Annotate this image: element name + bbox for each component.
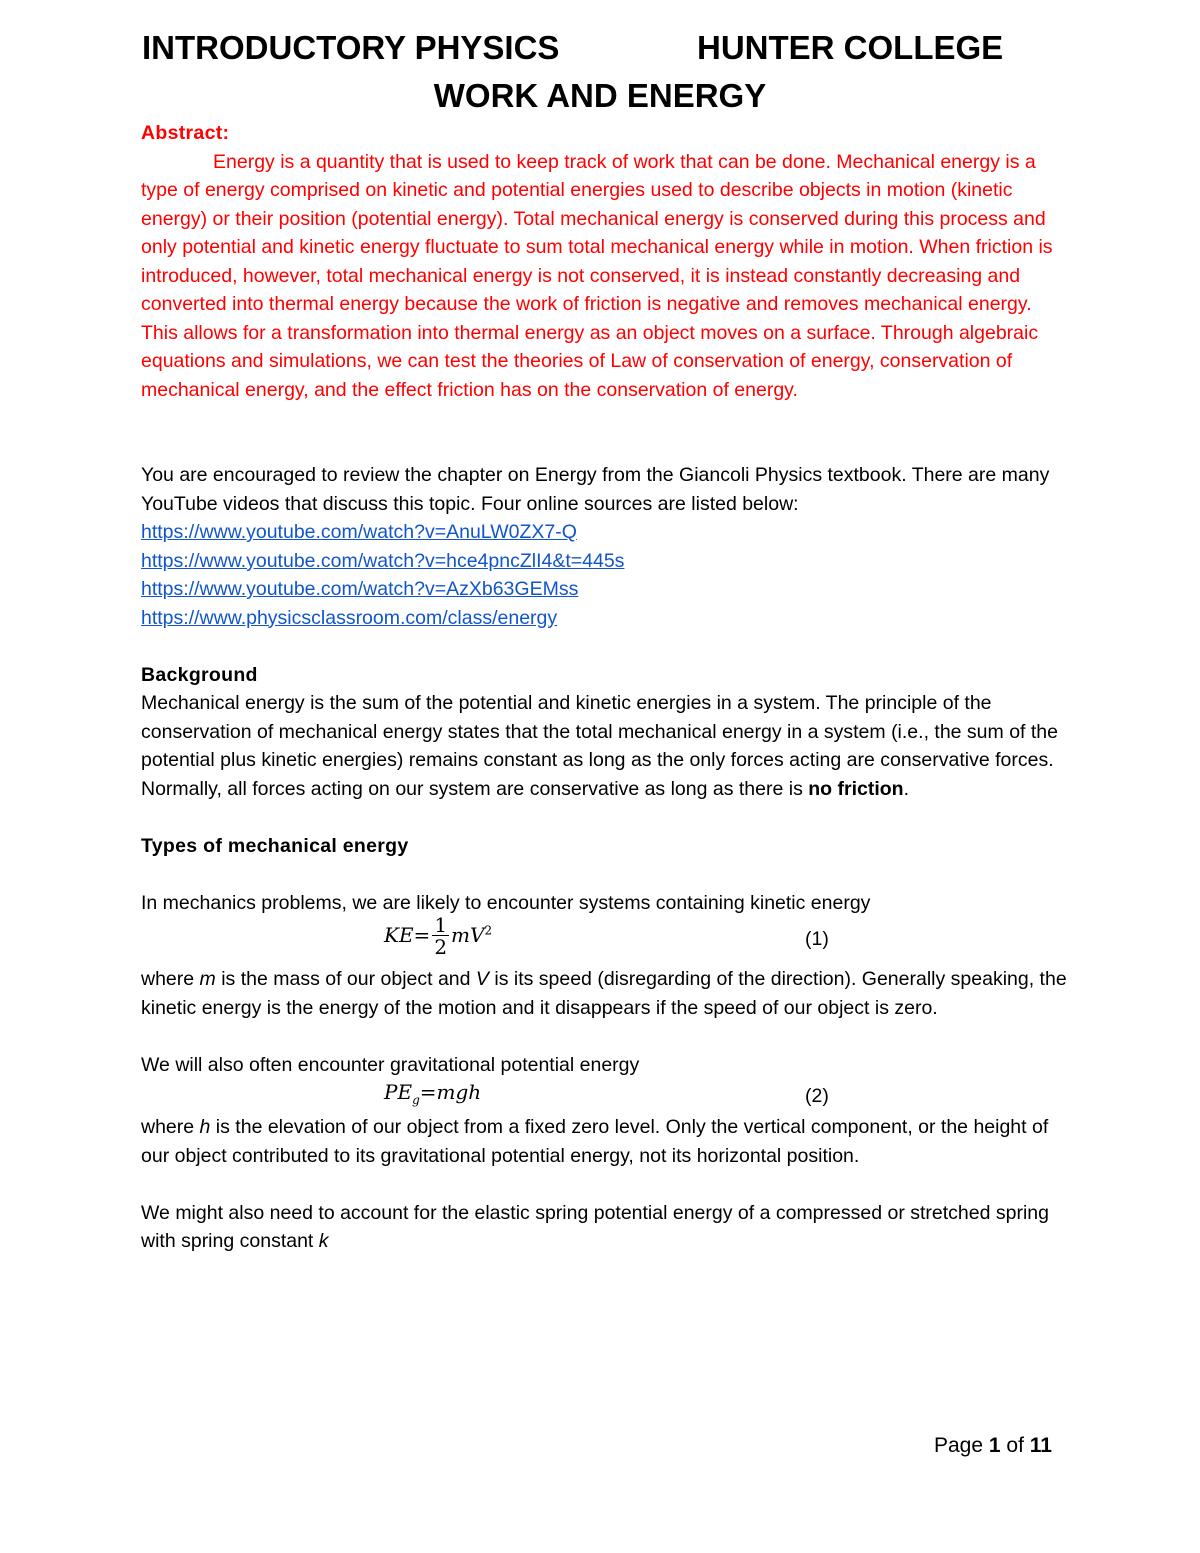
document-title: WORK AND ENERGY — [433, 77, 767, 114]
types-heading: Types of mechanical energy — [141, 834, 409, 857]
youtube-link-1[interactable]: https://www.youtube.com/watch?v=AnuLW0ZX7-Q — [141, 521, 577, 543]
course-title: INTRODUCTORY PHYSICS — [142, 29, 560, 66]
gravitational-explanation: where h is the elevation of our object from a fixed zero level. Only the vertical component, or the height of our object contributed to its gravitational potential energy, not its horizontal position. — [141, 1116, 1049, 1167]
spring-intro: We might also need to account for the elastic spring potential energy of a compressed or stretched spring with spring constant k — [141, 1201, 1049, 1252]
link-list — [141, 518, 1071, 632]
physicsclassroom-link[interactable]: https://www.physicsclassroom.com/class/energy — [141, 606, 558, 629]
abstract-text: Energy is a quantity that is used to keep track of work that can be done. Mechanical energy is a type of energy comprised on kinetic and potential energies used to describe objects in motion (kinetic energy) or their position (potential energy). Total mechanical energy is conserved during this process and only potential and kinetic energy fluctuate to sum total mechanical energy while in motion. When friction is introduced, however, total mechanical energy is not conserved, it is instead constantly decreasing and converted into thermal energy because the work of friction is negative and removes mechanical energy. This allows for a transformation into thermal energy as an object moves on a surface. Through algebraic equations and simulations, we can test the theories of Law of conservation of energy, conservation of mechanical energy, and the effect friction has on the conservation of energy. — [141, 150, 1053, 401]
review-paragraph: You are encouraged to review the chapter on Energy from the Giancoli Physics textbook. There are many YouTube videos that discuss this topic. Four online sources are listed below: — [141, 464, 1050, 515]
equation-1-number: (1) — [805, 928, 829, 950]
background-paragraph: Mechanical energy is the sum of the potential and kinetic energies in a system. The principle of the conservation of mechanical energy states that the total mechanical energy in a system (i.e., the sum of the potential plus kinetic energies) remains constant as long as the only forces acting are conservative forces. Normally, all forces acting on our system are conservative as long as there is no friction. — [141, 692, 1058, 800]
fraction-one-half: $\frac{1}{2}$ — [434, 913, 448, 959]
equation-1-row — [141, 913, 1071, 965]
document-body — [141, 119, 1071, 1256]
page-number: Page 1 of 11 — [934, 1434, 1052, 1457]
kinetic-energy-equation: KE= $\frac{1}{2}$ $mV^2$ — [384, 913, 493, 959]
youtube-link-2[interactable]: https://www.youtube.com/watch?v=hce4pncZlI4&t=445s — [141, 549, 625, 572]
youtube-link-3[interactable]: https://www.youtube.com/watch?v=AzXb63GEMss — [141, 578, 579, 600]
college-name: HUNTER COLLEGE — [697, 29, 1004, 66]
background-heading: Background — [141, 663, 258, 686]
equation-2-number: (2) — [805, 1085, 829, 1107]
gravitational-energy-equation: $PE_g=mgh$ — [384, 1080, 482, 1107]
kinetic-intro: In mechanics problems, we are likely to encounter systems containing kinetic energy — [141, 891, 871, 914]
gravitational-intro: We will also often encounter gravitational potential energy — [141, 1053, 640, 1076]
no-friction-emphasis: no friction — [808, 777, 904, 800]
abstract-label: Abstract: — [141, 122, 230, 144]
equation-2-row — [141, 1079, 1071, 1113]
abstract-paragraph — [141, 148, 1071, 405]
kinetic-explanation: where m is the mass of our object and V is its speed (disregarding of the direction). Generally speaking, the kinetic energy is the energy of the motion and it disappears if the speed of our object is zero. — [141, 968, 1067, 1019]
